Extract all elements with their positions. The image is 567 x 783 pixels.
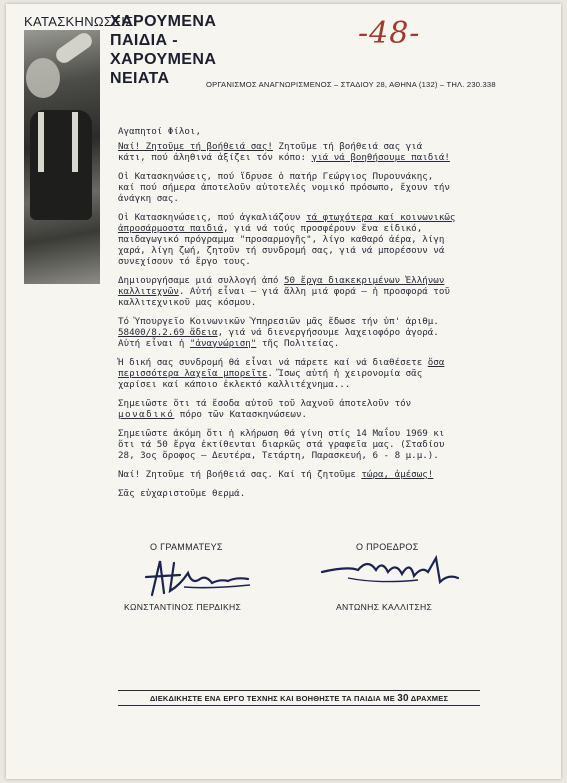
para-5-underlined: "ἀναγνώριση" (189, 338, 257, 349)
footer-banner (118, 690, 480, 706)
para-5-line-2 (118, 327, 518, 338)
para-3-line-5: συνεχίσουν τό ἔργο τους. (118, 256, 251, 267)
para-6-line-1 (118, 357, 518, 368)
para-4-text: Δημιουργήσαμε μιά συλλογή ἀπό (118, 275, 284, 286)
para-1-text-2: κάτι, πού ἀληθινά ἀξίζει τόν κόπο: (118, 152, 312, 163)
para-1-line-2 (118, 152, 518, 163)
para-1-text: Ζητοῦμε τή βοήθειά σας γιά (272, 141, 423, 152)
para-4-underlined: 50 ἔργα διακεκριμένων Ἑλλήνων (283, 275, 445, 286)
title-line-3: ΧΑΡΟΥΜΕΝΑ (110, 51, 217, 68)
president-name: ΑΝΤΩΝΗΣ ΚΑΛΛΙΤΣΗΣ (336, 602, 433, 612)
para-6-underlined: ὅσα (427, 357, 445, 368)
title-line-2: ΠΑΙΔΙΑ - (110, 32, 179, 49)
footer-text: ΔΙΕΚΔΙΚΗΣΤΕ ΕΝΑ ΕΡΓΟ ΤΕΧΝΗΣ ΚΑΙ ΒΟΗΘΗΣΤΕ ΤΑ ΠΑΙΔΙΑ ΜΕ (149, 694, 398, 703)
para-4-underlined-2: καλλιτεχνῶν (118, 286, 179, 297)
photo-arm-shape (53, 30, 95, 66)
footer-price: 30 (397, 693, 409, 704)
footer-currency: ΔΡΑΧΜΕΣ (408, 694, 449, 703)
para-7-line-1: Σημειῶστε ὅτι τά ἔσοδα αὐτοῦ τοῦ λαχνοῦ ἀποτελοῦν τόν (118, 398, 412, 409)
para-5-line-1: Τό Ὑπουργεῖο Κοινωνικῶν Ὑπηρεσιῶν μᾶς ἔδωσε τήν ὑπ' ἀριθμ. (118, 316, 439, 327)
president-signature (318, 552, 468, 597)
para-3-underlined-2: ἀπροσάρμοστα παιδιά (118, 223, 224, 234)
letterhead-title (110, 12, 216, 88)
para-9-underlined: τώρα, ἀμέσως! (361, 469, 434, 480)
para-3-underlined: τά φτωχότερα καί κοινωνικῶς (306, 212, 456, 223)
para-7-text: πόρο τῶν Κατασκηνώσεων. (174, 409, 308, 420)
para-3-text: Οἱ Κατασκηνώσεις, πού ἀγκαλιάζουν (118, 212, 307, 223)
para-6-underlined-2: περισσότερα λαχεῖα μπορεῖτε (118, 368, 268, 379)
para-9-line (118, 469, 518, 480)
photo-head-shape (26, 58, 60, 98)
secretary-title: Ο ΓΡΑΜΜΑΤΕΥΣ (150, 542, 223, 552)
para-3-line-2 (118, 223, 518, 234)
title-line-1: ΧΑΡΟΥΜΕΝΑ (110, 13, 217, 30)
para-3-line-1 (118, 212, 518, 223)
org-left-label: ΚΑΤΑΣΚΗΝΩΣΕΙΣ (24, 14, 134, 29)
para-4-line-1 (118, 275, 518, 286)
para-8-line-2: ὅτι τά 50 ἔργα ἐκτίθενται διαρκῶς στά γραφεῖα μας. (Σταδίου (118, 439, 445, 450)
para-3-line-3: παιδαγωγικό πρόγραμμα "προσαρμογῆς", λίγο καθαρό ἀέρα, λίγη (118, 234, 445, 245)
para-4-text-2: . Αὐτή εἶναι — γιά ἄλλη μιά φορά — ἡ προσφορά τοῦ (178, 286, 450, 297)
photo-strap-right (72, 112, 78, 172)
org-address-line: ΟΡΓΑΝΙΣΜΟΣ ΑΝΑΓΝΩΡΙΣΜΕΝΟΣ – ΣΤΑΔΙΟΥ 28, ΑΘΗΝΑ (132) – ΤΗΛ. 230.338 (206, 80, 496, 89)
para-4-line-3: καλλιτεχνικοῦ μας κόσμου. (118, 297, 257, 308)
para-7-underlined: μοναδικό (118, 409, 175, 420)
para-1-underlined: Ναί! Ζητοῦμε τή βοήθειά σας! (118, 141, 273, 152)
para-5-text-3: τῆς Πολιτείας. (256, 338, 340, 349)
para-5-text: , γιά νά διενεργήσουμε λαχειοφόρο ἀγορά. (217, 327, 439, 338)
para-2-line-2: καί πού σήμερα ἀποτελοῦν αὐτοτελές νομικό πρόσωπο, ἔχουν τήν (118, 182, 450, 193)
president-title: Ο ΠΡΟΕΔΡΟΣ (356, 542, 419, 552)
handwritten-number: -48- (358, 16, 421, 51)
para-3-line-4: χαρά, λίγη ζωή, ζητοῦν τή συνδρομή σας, γιά νά μπορέσουν νά (118, 245, 445, 256)
title-line-4: ΝΕΙΑΤΑ (110, 70, 170, 87)
para-6-line-3: χαρίσει καί κάποιο ἐκλεκτό καλλιτέχνημα... (118, 379, 351, 390)
greeting: Αγαπητοί Φίλοι, (118, 126, 201, 137)
para-2-line-3: ἀνάγκη σας. (118, 193, 179, 204)
para-8-line-1: Σημειῶστε ἀκόμη ὅτι ἡ κλήρωση θά γίνη στίς 14 Μαΐου 1969 κι (118, 428, 445, 439)
para-1-underlined-2: γιά νά βοηθήσουμε παιδιά! (311, 152, 450, 163)
para-4-line-2 (118, 286, 518, 297)
para-7-line-2 (118, 409, 518, 420)
para-5-text-2: Αὐτή εἶναι ἡ (118, 338, 190, 349)
para-1-line-1 (118, 141, 518, 152)
para-5-line-3 (118, 338, 518, 349)
child-photo (24, 30, 100, 284)
para-9-text: Ναί! Ζητοῦμε τή βοήθειά σας. Καί τή ζητοῦμε (118, 469, 362, 480)
para-3-text-2: , γιά νά τούς προσφέρουν ἕνα εἰδικό, (223, 223, 423, 234)
permit-number: 58400/8.2.69 ἄδεια (118, 327, 218, 338)
photo-strap-left (38, 112, 44, 172)
para-6-line-2 (118, 368, 518, 379)
secretary-name: ΚΩΝΣΤΑΝΤΙΝΟΣ ΠΕΡΔΙΚΗΣ (124, 602, 242, 612)
closing-line: Σᾶς εὐχαριστοῦμε θερμά. (118, 488, 246, 499)
secretary-signature (140, 555, 260, 600)
para-6-text: Ἡ δική σας συνδρομή θά εἶναι νά πάρετε καί νά διαθέσετε (118, 357, 428, 368)
para-6-text-2: . Ἴσως αὐτή ἡ χειρονομία σᾶς (267, 368, 423, 379)
para-2-line-1: Οἱ Κατασκηνώσεις, πού ἵδρυσε ὁ πατήρ Γεώργιος Πυρουνάκης, (118, 171, 434, 182)
para-8-line-3: 28, 3ος ὄροφος – Δευτέρα, Τετάρτη, Παρασκευή, 6 - 8 μ.μ.). (118, 450, 439, 461)
